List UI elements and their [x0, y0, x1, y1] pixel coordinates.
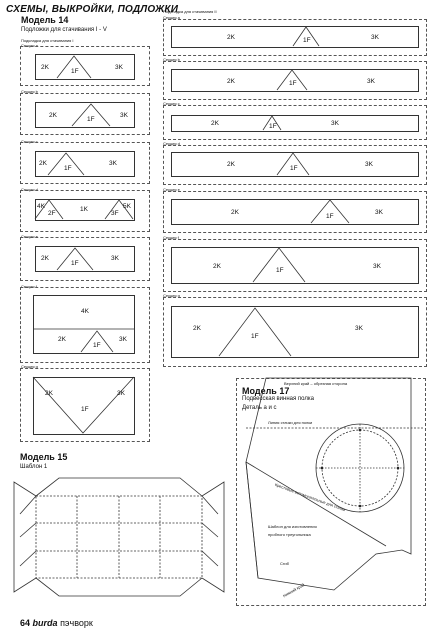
patch-label: 2K — [227, 78, 235, 85]
patch-label: 1F — [71, 68, 79, 75]
page-footer — [20, 618, 93, 628]
patch-label: 2K — [58, 336, 66, 343]
section-label: Секция d — [21, 187, 38, 192]
patch-label: 2K — [213, 263, 221, 270]
section-label: Секция b — [21, 89, 38, 94]
patch-label: 3K — [111, 255, 119, 262]
block-f2-diagram — [171, 247, 419, 284]
model17-note-fold: Сгиб — [280, 561, 289, 566]
patch-label: 3K — [367, 78, 375, 85]
patch-label: 1F — [289, 80, 297, 87]
patch-label: 1F — [87, 116, 95, 123]
section-label: Секция f — [21, 284, 37, 289]
patch-label: 2K — [227, 161, 235, 168]
model17-detail: Деталь а и с — [242, 405, 277, 411]
model17-note-template: Шаблон для изготовления — [268, 524, 317, 529]
page-number: 64 — [20, 618, 31, 628]
patch-label: 2K — [193, 325, 201, 332]
patch-label: 3K — [119, 336, 127, 343]
section-label: Секция а — [21, 43, 38, 48]
patch-label: 1F — [93, 342, 101, 349]
patch-label: 1F — [64, 165, 72, 172]
template-1-diagram — [14, 474, 234, 604]
patch-label: 3K — [375, 209, 383, 216]
model14-pads-label: Подкладка для стачивания I — [21, 38, 74, 43]
patch-label: 1F — [269, 123, 277, 130]
block-b2-diagram — [171, 69, 419, 92]
patch-label: 2K — [41, 255, 49, 262]
model17-note-cross: Крестовые вспомогательные для стачки — [274, 482, 347, 513]
block-d2-diagram — [171, 152, 419, 177]
section-label: Секция е — [21, 234, 38, 239]
patch-label: 1F — [290, 165, 298, 172]
patch-label: 3K — [371, 34, 379, 41]
patch-label: 1F — [303, 37, 311, 44]
patch-label: 4K — [81, 308, 89, 315]
section-label: Секция g — [21, 364, 38, 369]
patch-label: 2K — [211, 120, 219, 127]
patch-label: 1F — [276, 267, 284, 274]
block-c2-diagram — [171, 115, 419, 132]
block-g-diagram — [33, 377, 135, 435]
block-a-diagram — [35, 54, 135, 80]
page-header: СХЕМЫ, ВЫКРОЙКИ, ПОДЛОЖКИ — [6, 4, 179, 15]
patch-label: 1F — [251, 333, 259, 340]
patch-label: 3K — [120, 112, 128, 119]
patch-label: 2K — [39, 160, 47, 167]
model15-title: Модель 15 — [20, 452, 68, 462]
block-c-diagram — [35, 151, 135, 177]
patch-label: 3K — [115, 64, 123, 71]
section-label: Секция с — [21, 139, 38, 144]
model17-note-line: Линия стачки для полки — [268, 420, 313, 425]
patch-label: 3K — [331, 120, 339, 127]
patch-label: 1F — [326, 213, 334, 220]
patch-label: 2K — [41, 64, 49, 71]
block-b-diagram — [35, 102, 135, 128]
model17-diagram — [236, 378, 426, 606]
block-e2-diagram — [171, 199, 419, 225]
patch-label: 3K — [109, 160, 117, 167]
patch-label: 3K — [355, 325, 363, 332]
block-a2-diagram — [171, 26, 419, 48]
patch-label: 2K — [227, 34, 235, 41]
block-f-diagram — [33, 295, 135, 353]
block-g2-diagram — [171, 306, 419, 358]
section-label: Секция b — [163, 57, 180, 62]
patch-label: 3K — [117, 390, 125, 397]
col2-header: Подкладка для стачивания II — [163, 9, 217, 14]
section-label: Секция d — [163, 141, 180, 146]
patch-label: 4K — [37, 203, 45, 210]
patch-label: 1F — [71, 260, 79, 267]
model14-title: Модель 14 — [21, 15, 69, 25]
section-label: Секция e — [163, 187, 180, 192]
model17-subtitle: Подвесская винная полка — [242, 396, 314, 402]
section-label: Секция g — [163, 293, 180, 298]
patch-label: 2K — [45, 390, 53, 397]
model17-title: Модель 17 — [242, 386, 290, 396]
patch-label: 3K — [373, 263, 381, 270]
patch-label: 2K — [49, 112, 57, 119]
model14-subtitle: Подложки для стачивания I - V — [21, 27, 107, 33]
brand-logo: burda — [32, 618, 58, 628]
patch-label: 2K — [231, 209, 239, 216]
section-name: пэчворк — [60, 618, 93, 628]
patch-label: 2F — [48, 210, 56, 217]
model17-note-trial: пробного треугольника — [268, 532, 311, 537]
section-label: Секция f — [163, 235, 179, 240]
patch-label: 1F — [81, 406, 89, 413]
patch-label: 3K — [365, 161, 373, 168]
patch-label: 1K — [80, 206, 88, 213]
block-d-diagram — [35, 199, 135, 221]
model17-note-bottom: Нижний край — [282, 581, 306, 599]
block-e-diagram — [35, 246, 135, 272]
section-label: Секция a — [163, 15, 180, 20]
patch-label: 3F — [111, 210, 119, 217]
model17-note-top: Верхний край – обрезная сторона — [284, 381, 348, 386]
model15-subtitle: Шаблон 1 — [20, 464, 48, 470]
section-label: Секция c — [163, 101, 180, 106]
patch-label: 5K — [123, 203, 131, 210]
